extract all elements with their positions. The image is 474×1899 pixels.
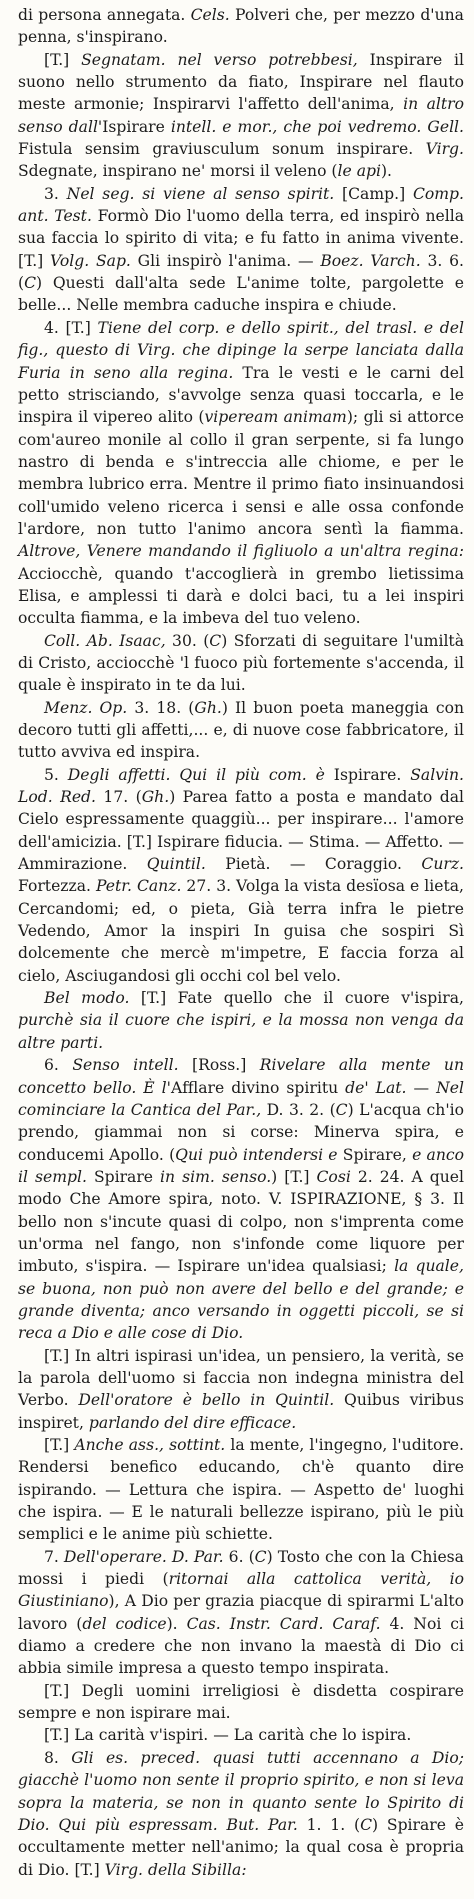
entry-sense-3: 3. Nel seg. si viene al senso spirit. [Camp.] Comp. ant. Test. Formò Dio l'uomo della terra, ed inspirò nella sua faccia lo spirito di vita; e fu fatto in anima vivente. [T.] Volg. Sap. Gli inspirò l'anima. — Boez. Varch. 3. 6. (C) Questi dall'alta sede L'anime tolte, pargolette e belle... Nelle membra caduche inspira e chiude. (18, 184, 465, 315)
entry-paragraph: [T.] Degli uomini irreligiosi è disdetta cospirare sempre e non ispirare mai. (18, 1681, 464, 1723)
entry-continuation: di persona annegata. Cels. Polveri che, per mezzo d'una penna, s'inspirano. (18, 6, 464, 47)
entry-sense-5: 5. Degli affetti. Qui il più com. è Ispirare. Salvin. Lod. Red. 17. (Gh.) Parea fatto a posta e mandato dal Cielo espressamente quaggiù... per inspirare... l'amore dell'amicizia. [T.] Ispirare fiducia. — Stima. — Affetto. — Ammirazione. Quintil. Pietà. — Coraggio. Curz. Fortezza. Petr. Canz. 27. 3. Volga la vista desïosa e lieta, Cercandomi; ed, o pieta, Già terra infra le pietre Vedendo, Amor la inspiri In guisa che sospiri Sì dolcemente che mercè m'impetre, E faccia forza al cielo, Asciugandosi gli occhi col bel velo. (18, 765, 464, 985)
entry-sense-4: 4. [T.] Tiene del corp. e dello spirit., del trasl. e del fig., questo di Virg. che dipinge la serpe lanciata dalla Furia in seno alla regina. Tra le vesti e le carni del petto strisciando, s'avvolge senza quasi toccarla, e le inspira il vipereo alito (vipeream animam); gli si attorce com'aureo monile al collo il gran serpente, si fa lungo nastro di benda e s'intreccia alle chiome, e per le membra lubrico erra. Mentre il primo fiato insinuandosi coll'umido veleno ricerca i sensi e alle ossa confonde l'ardore, non tutto l'animo ancora sentì la fiamma. Altrove, Venere mandando il figliuolo a un'altra regina: Acciocchè, quando t'accoglierà in grembo lietissima Elisa, e amplessi ti darà e dolci baci, tu a lei inspiri occulta fiamma, e la imbeva del tuo veleno. (18, 318, 464, 628)
entry-citation: Menz. Op. 3. 18. (Gh.) Il buon poeta maneggia con decoro tutti gli affetti,... e, di nuove cose fabbricatore, il tutto avviva ed inspira. (18, 698, 465, 762)
entry-sense-7: 7. Dell'operare. D. Par. 6. (C) Tosto che con la Chiesa mossi i piedi (ritornai alla cattolica verità, io Giustiniano), A Dio per grazia piacque di spirarmi L'alto lavoro (del codice). Cas. Instr. Card. Caraf. 4. Noi ci diamo a credere che non invano la maestà di Dio ci abbia simile impresa a questo tempo inspirata. (18, 1547, 464, 1678)
entry-paragraph: [T.] In altri ispirasi un'idea, un pensiero, la verità, se la parola dell'uomo si faccia non indegna ministra del Verbo. Dell'oratore è bello in Quintil. Quibus viribus inspiret, parlando del dire efficace. (18, 1346, 464, 1432)
entry-paragraph: Bel modo. [T.] Fate quello che il cuore v'ispira, purchè sia il cuore che ispiri, e la mossa non venga da altre parti. (18, 989, 464, 1052)
entry-sense-6: 6. Senso intell. [Ross.] Rivelare alla mente un concetto bello. È l'Afflare divino spiritu de' Lat. — Nel cominciare la Cantica del Par., D. 3. 2. (C) L'acqua ch'io prendo, giammai non si corse: Minerva spira, e conducemi Apollo. (Qui può intendersi e Spirare, e anco il sempl. Spirare in sim. senso.) [T.] Cosi 2. 24. A quel modo Che Amore spira, noto. V. ISPIRAZIONE, § 3. Il bello non s'incute quasi di colpo, non s'imprenta come un'orma nel fango, non s'infonde come liquore per imbuto, s'ispira. — Ispirare un'idea qualsiasi; la quale, se buona, non può non avere del bello e del grande; e grande diventa; anco versando in oggetti piccoli, se si reca a Dio e alle cose di Dio. (18, 1056, 465, 1343)
entry-sense-8: 8. Gli es. preced. quasi tutti accennano a Dio; giacchè l'uomo non sente il proprio spirito, e non si leva sopra la materia, se non in quanto sente lo Spirito di Dio. Qui più espressam. But. Par. 1. 1. (C) Spirare è occultamente metter nell'animo; la qual cosa è propria di Dio. [T.] Virg. della Sibilla: (18, 1748, 464, 1879)
entry-paragraph: [T.] La carità v'ispiri. — La carità che lo ispira. (44, 1726, 412, 1745)
entry-paragraph: [T.] Segnatam. nel verso potrebbesi, Inspirare il suono nello strumento da fiato, Inspirare nel flauto meste armonie; Inspirarvi l'affetto dell'anima, in altro senso dall'Ispirare intell. e mor., che poi vedremo. Gell. Fistula sensim graviusculum sonum inspirare. Virg. Sdegnate, inspirano ne' morsi il veleno (le api). (18, 50, 464, 181)
entry-citation: Coll. Ab. Isaac, 30. (C) Sforzati di seguitare l'umiltà di Cristo, acciocchè 'l fuoco più fortemente s'accenda, il quale è inspirato in te da lui. (18, 631, 464, 695)
entry-paragraph: [T.] Anche ass., sottint. la mente, l'ingegno, l'uditore. Rendersi benefico educando, ch'è quanto dire ispirando. — Lettura che ispira. — Aspetto de' luoghi che ispira. — E le naturali bellezze ispirano, più le più semplici e le anime più schiette. (18, 1436, 464, 1544)
